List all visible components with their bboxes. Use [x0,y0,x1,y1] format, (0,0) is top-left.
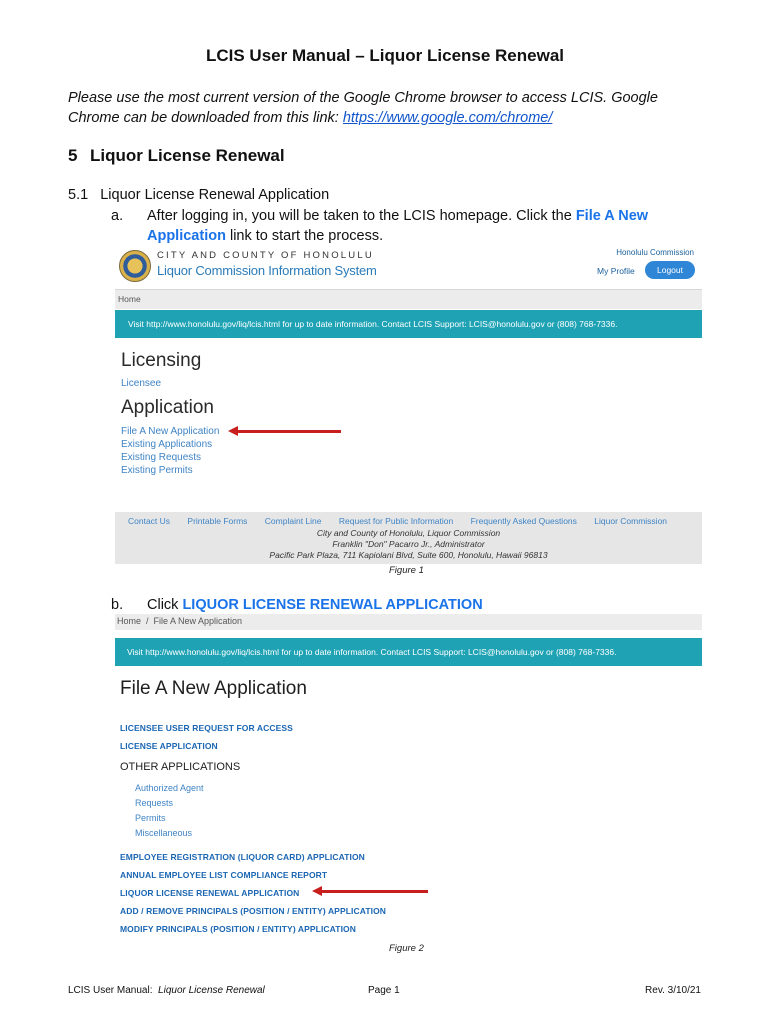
step-a-highlight-2: Application [147,228,226,244]
permits-link[interactable]: Permits [135,813,166,823]
figure-1-screenshot [115,246,702,564]
licensee-link[interactable]: Licensee [121,378,162,389]
banner-text: Visit http://www.honolulu.gov/liq/lcis.html for up to date information. Contact LCIS Support: LCIS@honolulu.gov or (808) 768-7336. [128,319,618,329]
page-title: File A New Application [120,678,307,699]
footer-line-2: Franklin "Don" Pacarro Jr., Administrator [332,539,485,549]
footer-links [128,516,682,526]
home-link[interactable]: Home [118,294,141,304]
subsection-heading: 5.1 Liquor License Renewal Application [68,187,330,203]
footer-link-commission[interactable]: Liquor Commission [594,516,668,526]
step-a-highlight-1: File A New [575,208,649,224]
footer-doc-topic: Liquor License Renewal [158,985,265,996]
figure-2-screenshot [115,614,702,944]
section-title: Liquor License Renewal [90,146,285,165]
footer-link-faq[interactable]: Frequently Asked Questions [470,516,577,526]
liquor-license-renewal-link[interactable]: LIQUOR LICENSE RENEWAL APPLICATION [120,888,300,898]
licensing-heading: Licensing [121,350,202,371]
employee-registration-link[interactable]: EMPLOYEE REGISTRATION (LIQUOR CARD) APPLICATION [120,852,365,862]
step-a-before: After logging in, you will be taken to the LCIS homepage. Click the [147,208,576,224]
authorized-agent-link[interactable]: Authorized Agent [135,783,204,793]
page-number: Page 1 [368,985,400,996]
intro-paragraph [68,88,708,128]
step-b-letter: b. [111,597,124,613]
step-a-text [147,206,707,246]
info-banner [115,638,702,666]
file-new-application-link[interactable]: File A New Application [121,426,220,437]
page-footer-left [68,985,265,996]
existing-applications-link[interactable]: Existing Applications [121,439,213,450]
footer-link-public-info[interactable]: Request for Public Information [338,516,454,526]
banner-text: Visit http://www.honolulu.gov/liq/lcis.html for up to date information. Contact LCIS Support: LCIS@honolulu.gov or (808) 768-7336. [127,647,617,657]
employee-list-report-link[interactable]: ANNUAL EMPLOYEE LIST COMPLIANCE REPORT [120,870,328,880]
info-banner [115,310,702,338]
license-application-link[interactable]: LICENSE APPLICATION [120,741,218,751]
breadcrumb [115,614,702,630]
logout-button[interactable]: Logout [645,261,695,279]
step-a-after: link to start the process. [225,228,384,244]
miscellaneous-link[interactable]: Miscellaneous [135,828,193,838]
licensee-access-link[interactable]: LICENSEE USER REQUEST FOR ACCESS [120,723,293,733]
revision-date: Rev. 3/10/21 [645,985,701,996]
section-number: 5 [68,146,78,165]
my-profile-link[interactable]: My Profile [597,266,635,276]
application-heading: Application [121,397,214,418]
red-arrow-indicator [237,430,341,433]
step-b-highlight: LIQUOR LICENSE RENEWAL APPLICATION [182,597,483,613]
footer-line-1: City and County of Honolulu, Liquor Commission [316,528,501,538]
footer-link-contact[interactable]: Contact Us [128,516,171,526]
existing-requests-link[interactable]: Existing Requests [121,452,202,463]
footer-line-3: Pacific Park Plaza, 711 Kapiolani Blvd, Suite 600, Honolulu, Hawaii 96813 [269,550,548,560]
figure-1-caption: Figure 1 [389,565,424,576]
city-seal-icon [119,250,151,282]
step-b-before: Click [147,597,183,613]
document-title: LCIS User Manual – Liquor License Renewal [205,46,565,65]
step-b-text [147,595,483,615]
footer-link-forms[interactable]: Printable Forms [187,516,248,526]
honolulu-commission-link[interactable]: Honolulu Commission [616,248,694,257]
footer-doc-label: LCIS User Manual: [68,985,159,996]
breadcrumb-text[interactable]: Home / File A New Application [117,616,243,626]
requests-link[interactable]: Requests [135,798,174,808]
city-county-label: CITY AND COUNTY OF HONOLULU [157,250,374,261]
system-name-logo: Liquor Commission Information System [157,263,377,278]
footer-link-complaint[interactable]: Complaint Line [264,516,322,526]
modify-principals-link[interactable]: MODIFY PRINCIPALS (POSITION / ENTITY) APPLICATION [120,924,356,934]
breadcrumb [115,289,702,309]
figure-2-caption: Figure 2 [389,943,424,954]
red-arrow-indicator [321,890,428,893]
existing-permits-link[interactable]: Existing Permits [121,465,193,476]
intro-text: Please use the most current version of the Google Chrome browser to access LCIS. Google Chrome can be downloaded from this link: [68,90,658,126]
other-applications-label: OTHER APPLICATIONS [120,761,241,773]
add-remove-principals-link[interactable]: ADD / REMOVE PRINCIPALS (POSITION / ENTITY) APPLICATION [120,906,387,916]
chrome-download-link[interactable]: https://www.google.com/chrome/ [342,110,553,126]
step-a-letter: a. [111,208,124,224]
